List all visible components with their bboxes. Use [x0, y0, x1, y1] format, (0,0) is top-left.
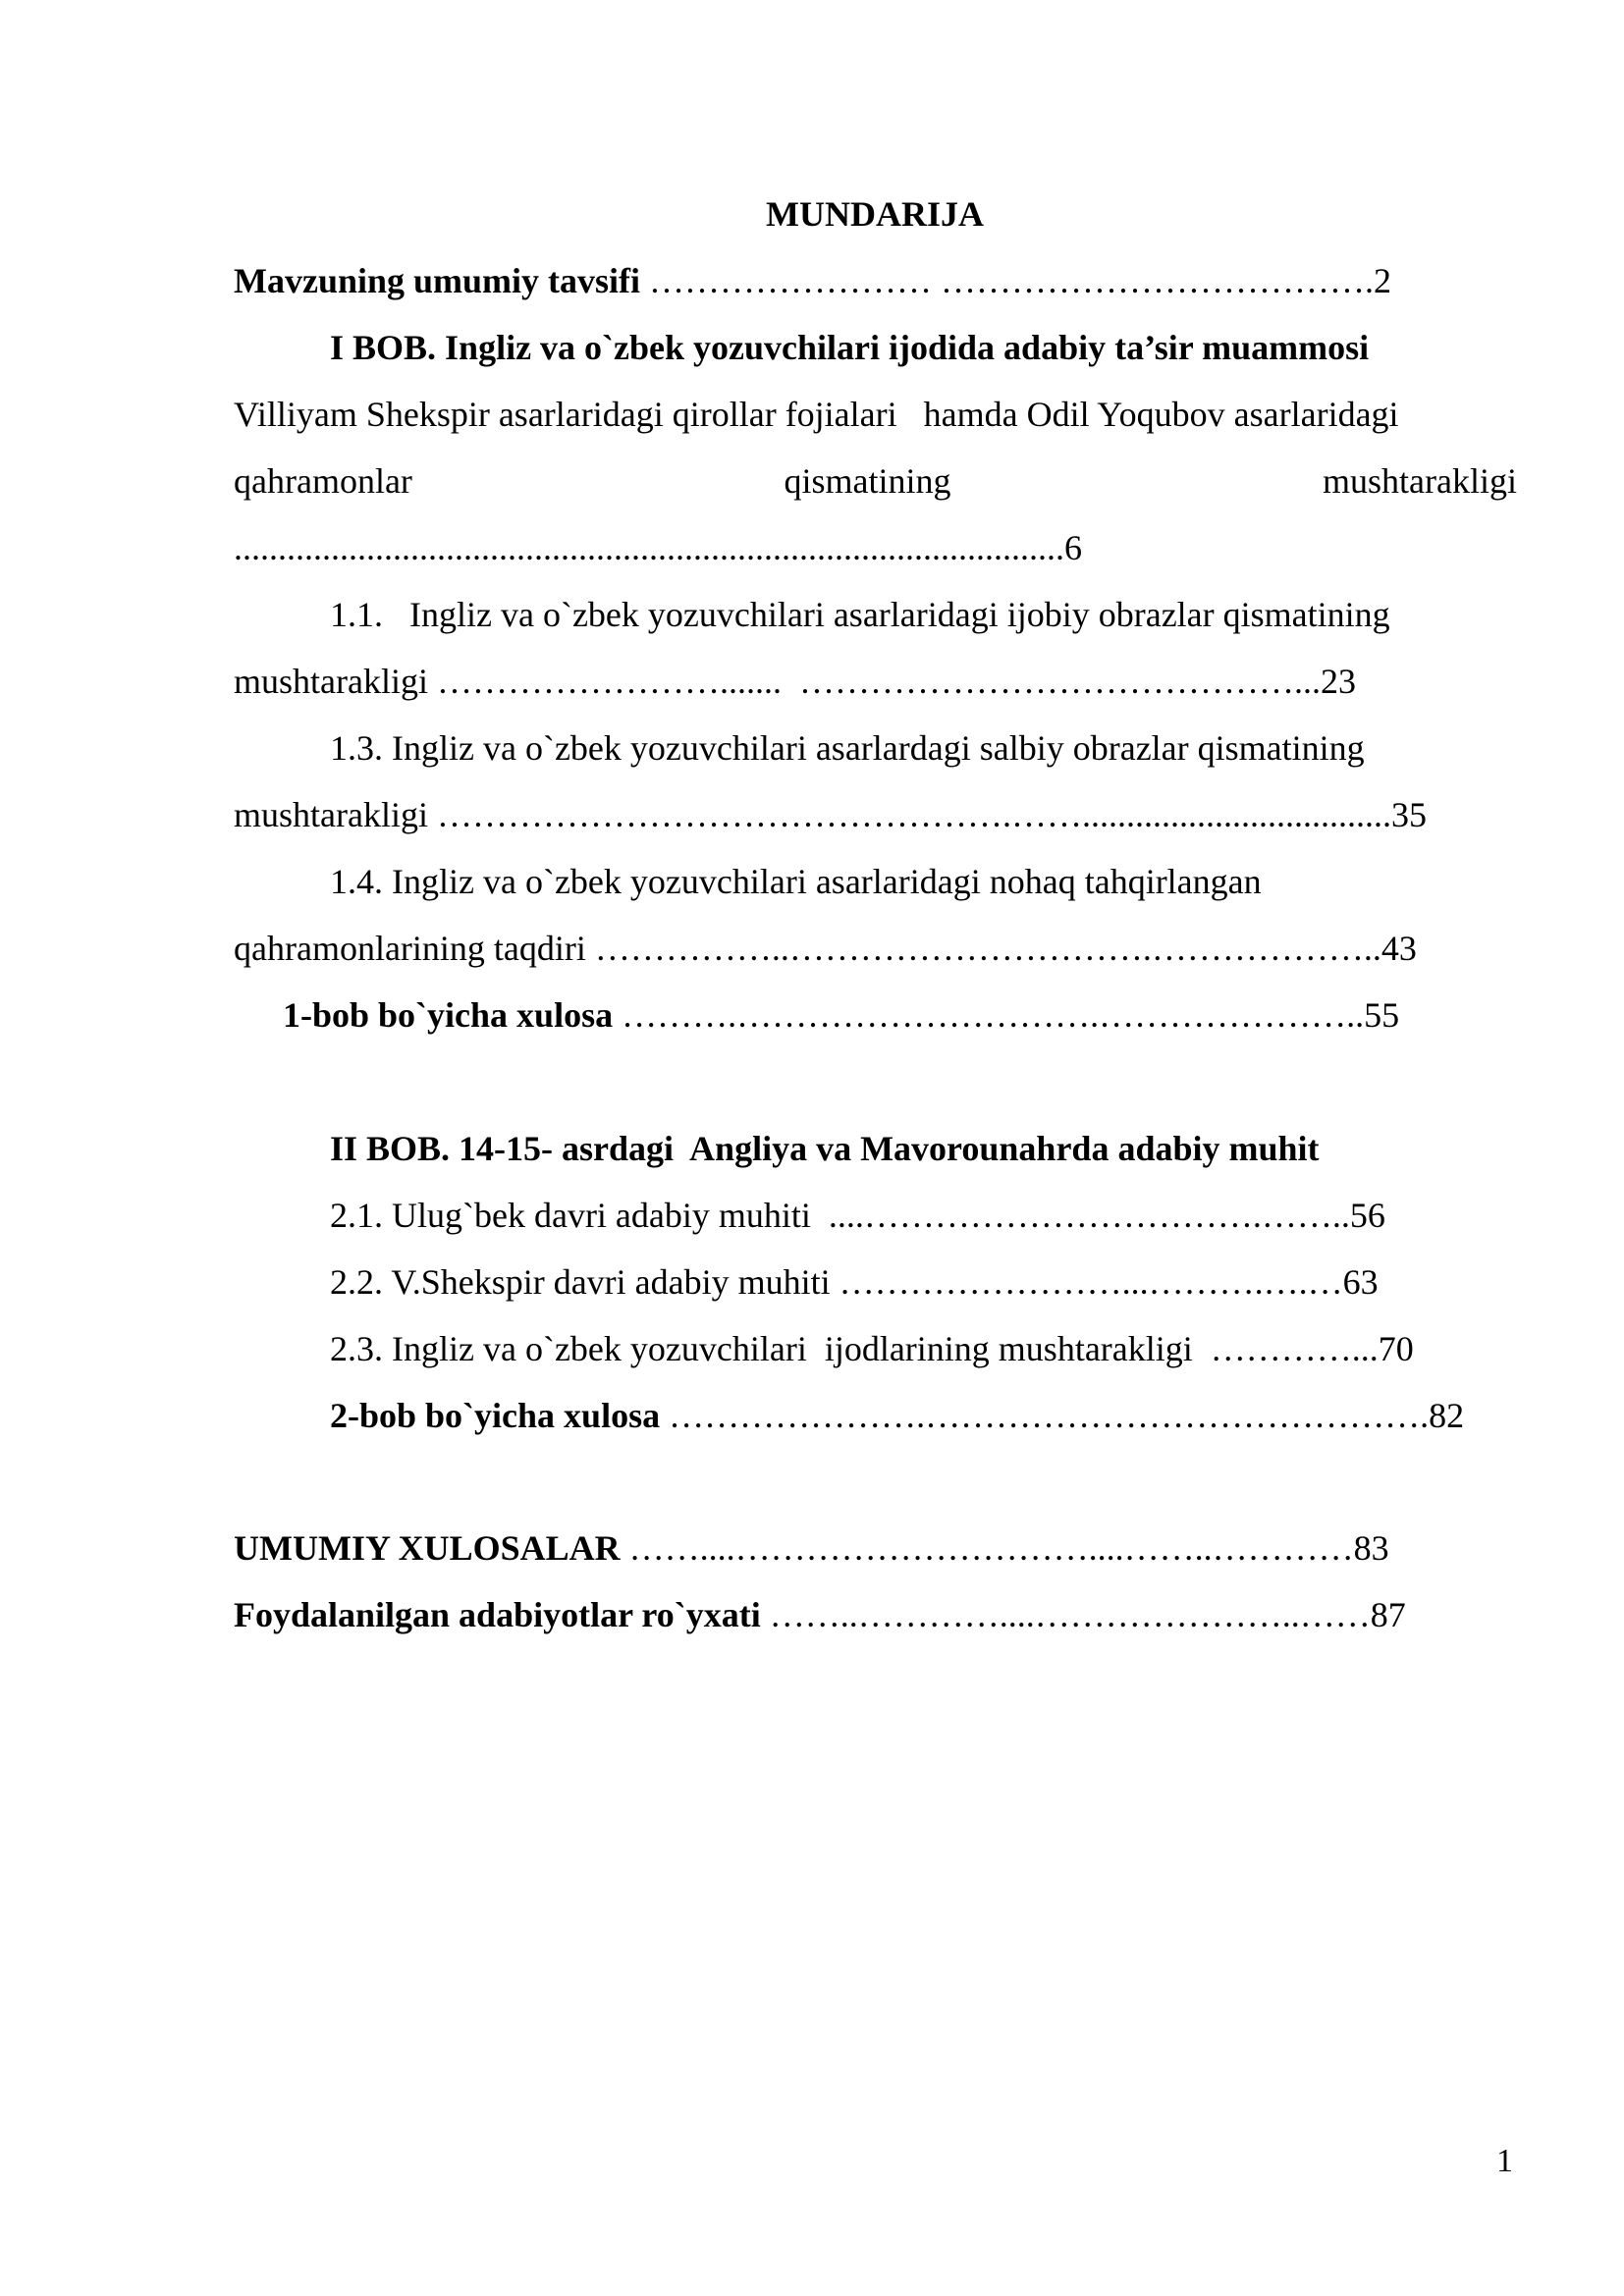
toc-entry-general-conclusions: [234, 1526, 1389, 1570]
toc-entry-dots: ………………….…………………………………….82: [660, 1396, 1465, 1435]
chapter-1-page-ref: ..............................................................................................6: [234, 528, 1082, 567]
toc-title: MUNDARIJA: [766, 194, 984, 234]
toc-entry-label: 2-bob bo`yicha xulosa: [330, 1396, 661, 1435]
toc-entry-1-1-line2: mushtarakligi ……………………....... ……………………………………...23: [234, 662, 1356, 701]
toc-entry-1-1-line1: 1.1. Ingliz va o`zbek yozuvchilari asarlaridagi ijobiy obrazlar qismatining: [330, 595, 1390, 634]
toc-entry-dots: …………………… ……………………………….2: [640, 261, 1392, 300]
toc-entry-chapter-2-conclusion: [330, 1394, 1464, 1437]
subtitle-word: qahramonlar: [234, 461, 412, 501]
toc-entry-1-4-line2: qahramonlarining taqdiri ……………..………………………….………………..43: [234, 929, 1417, 968]
toc-entry-2-1: 2.1. Ulug`bek davri adabiy muhiti ....…………………………….……..56: [330, 1196, 1385, 1235]
toc-entry-label: 1-bob bo`yicha xulosa: [283, 995, 614, 1035]
toc-entry-label: Foydalanilgan adabiyotlar ro`yxati: [234, 1595, 761, 1634]
chapter-1-heading: I BOB. Ingliz va o`zbek yozuvchilari ijodida adabiy ta’sir muammosi: [330, 328, 1370, 367]
toc-entry-dots: ……….………………………….…………………..55: [613, 995, 1400, 1035]
chapter-2-heading: II BOB. 14-15- asrdagi Angliya va Mavorounahrda adabiy muhit: [330, 1129, 1320, 1168]
toc-entry-2-3: 2.3. Ingliz va o`zbek yozuvchilari ijodlarining mushtarakligi …………...70: [330, 1329, 1414, 1368]
toc-entry-label: Mavzuning umumiy tavsifi: [234, 261, 641, 300]
toc-entry-2-2: 2.2. V.Shekspir davri adabiy muhiti ……………………...……….….…63: [330, 1262, 1379, 1302]
page-number: 1: [1496, 2143, 1513, 2179]
subtitle-word: qismatining: [784, 461, 951, 501]
chapter-1-subtitle-justified-line: [234, 459, 1517, 503]
toc-entry-dots: ……..…………....…………………..……87: [760, 1595, 1406, 1634]
toc-entry-1-4-line1: 1.4. Ingliz va o`zbek yozuvchilari asarlaridagi nohaq tahqirlangan: [330, 862, 1262, 901]
toc-entry-1-3-line1: 1.3. Ingliz va o`zbek yozuvchilari asarlardagi salbiy obrazlar qismatining: [330, 728, 1365, 768]
chapter-1-subtitle-line: Villiyam Shekspir asarlaridagi qirollar fojialari hamda Odil Yoqubov asarlaridagi: [234, 395, 1399, 434]
toc-entry-references: [234, 1593, 1406, 1636]
toc-entry-dots: ……....…………………………....……..…………83: [620, 1528, 1389, 1568]
toc-entry-intro: [234, 259, 1391, 302]
toc-entry-chapter-1-conclusion: [283, 993, 1399, 1037]
toc-entry-1-3-line2: mushtarakligi ………………………………………….……...................................35: [234, 795, 1427, 834]
subtitle-word: mushtarakligi: [1323, 461, 1517, 501]
toc-entry-label: UMUMIY XULOSALAR: [234, 1528, 621, 1568]
